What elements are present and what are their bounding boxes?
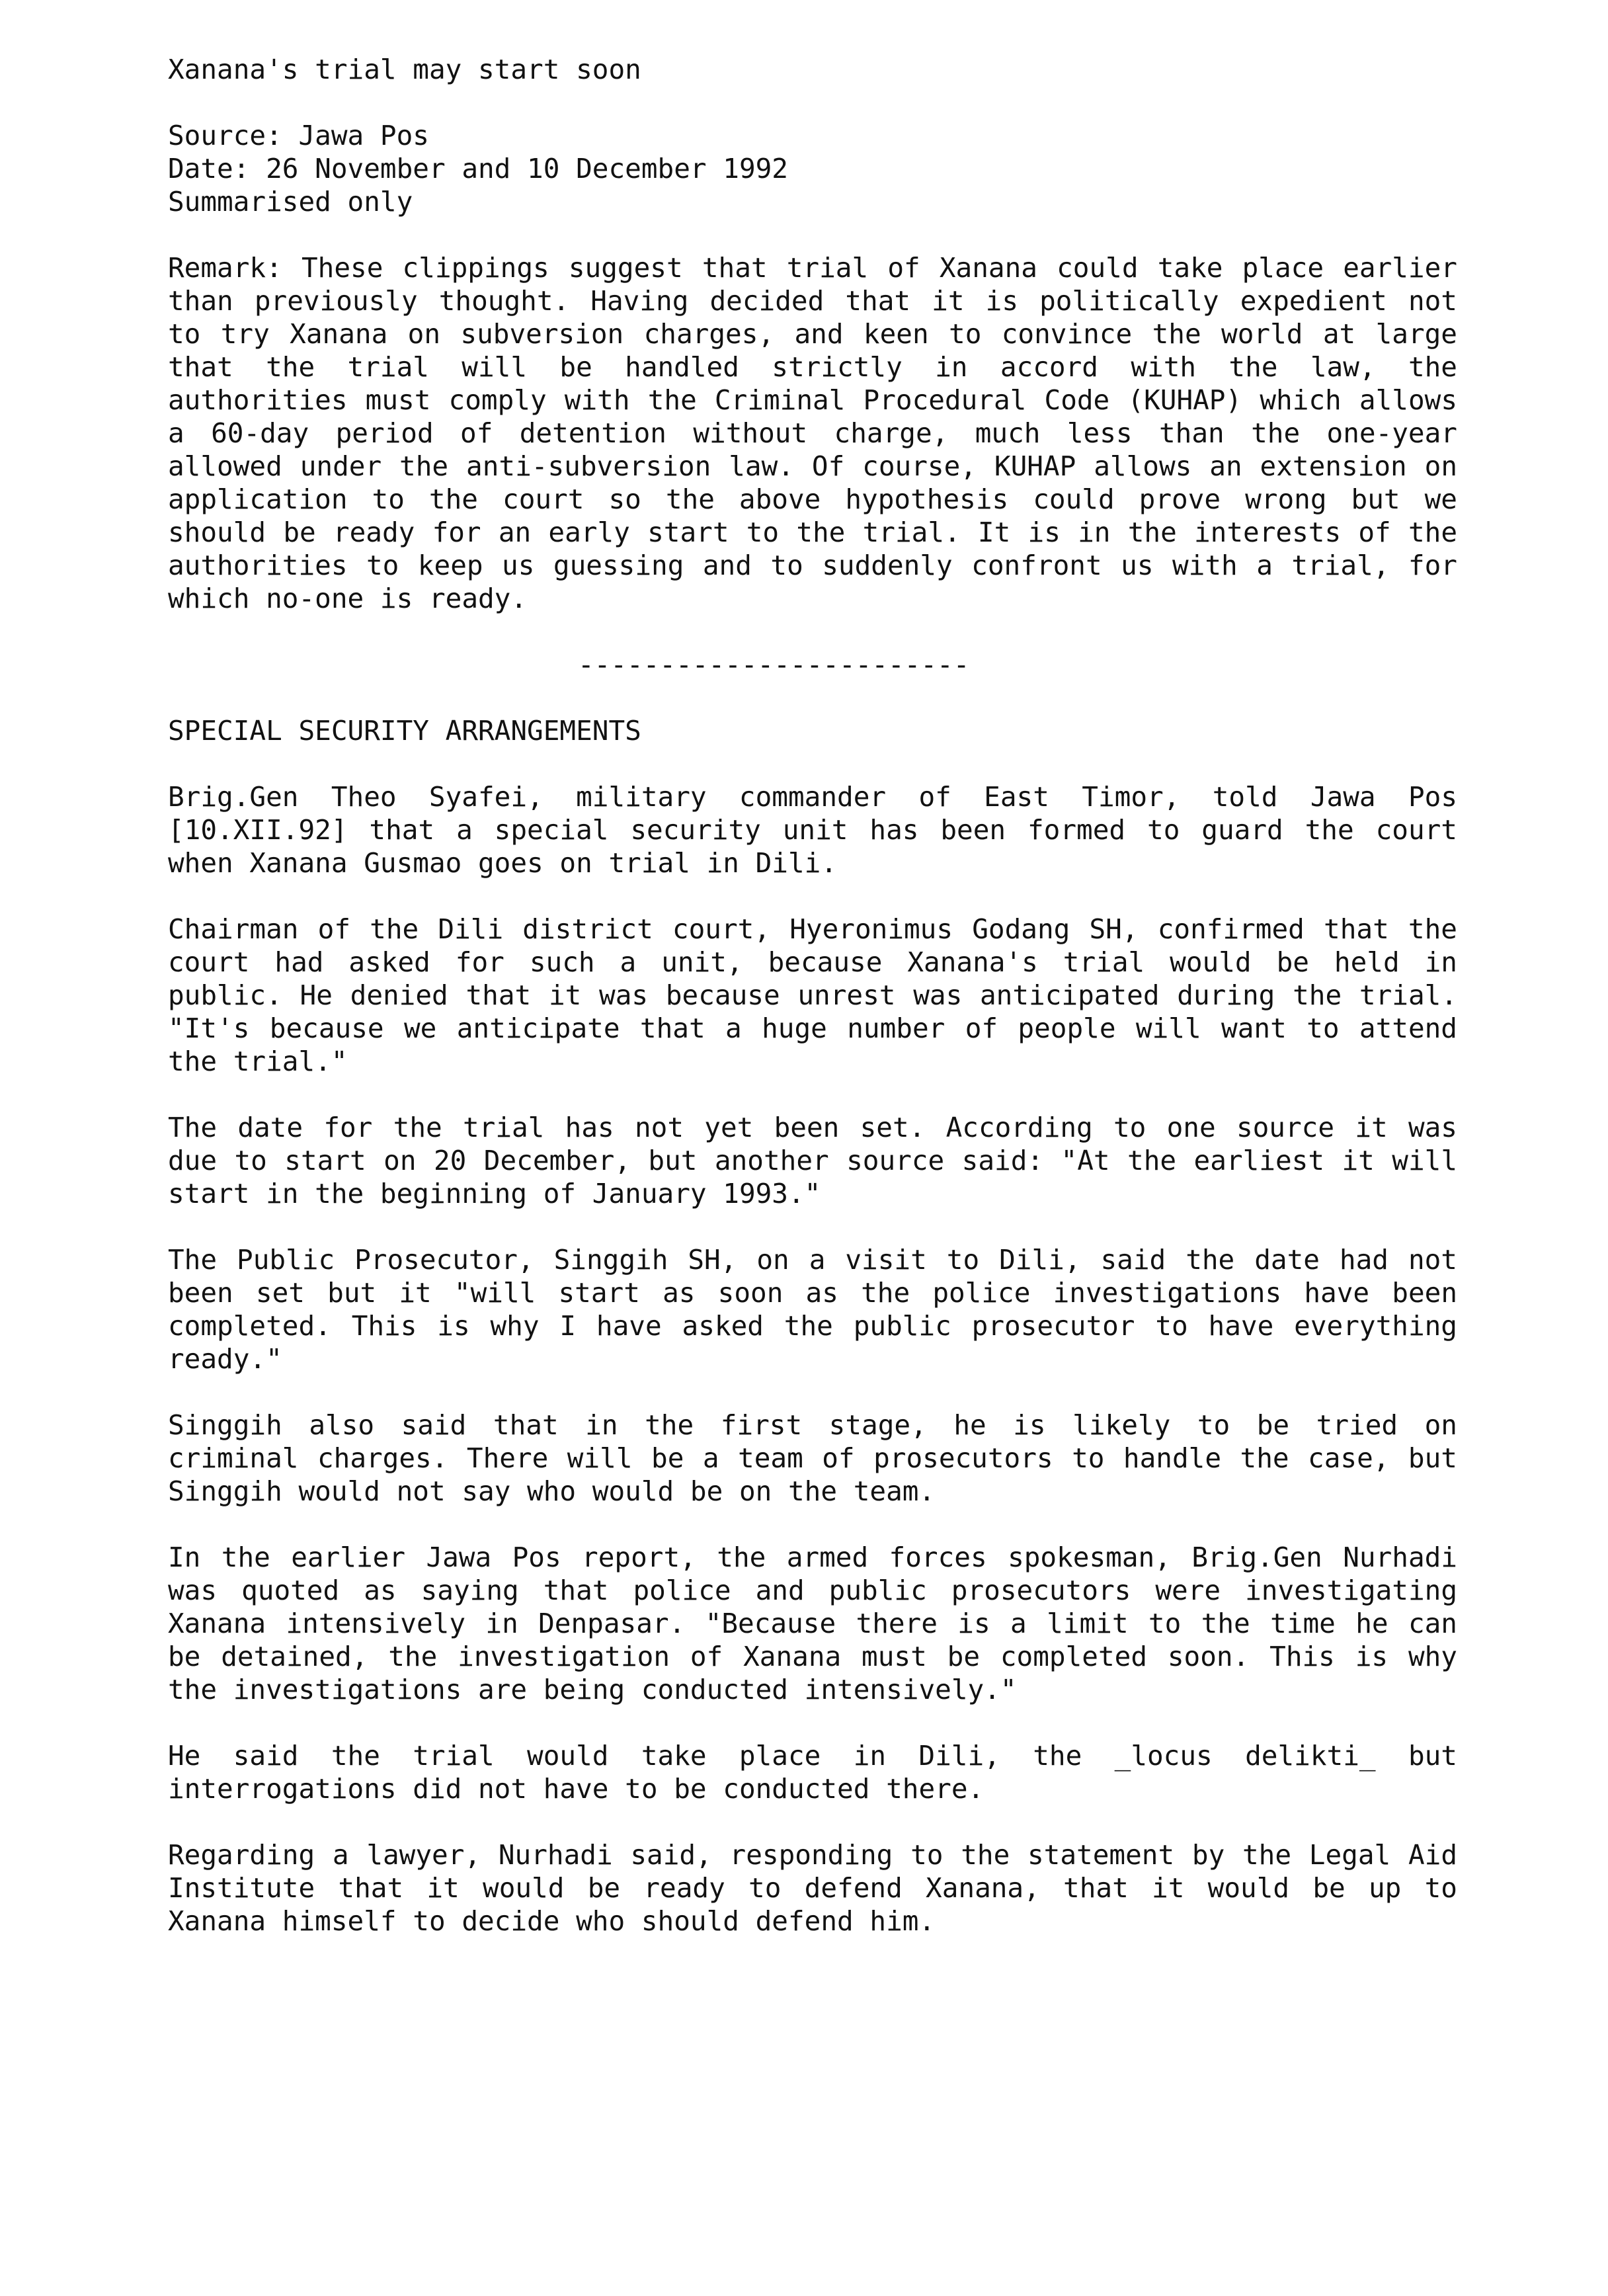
section-heading-block <box>168 714 1457 747</box>
date-line: Date: 26 November and 10 December 1992 <box>168 153 788 184</box>
paragraph-public-prosecutor: The Public Prosecutor, Singgih SH, on a visit to Dili, said the date had not been set but it "will start as soon as the police investigations have been completed. This is why I have asked the public prosecutor to have everything ready." <box>168 1244 1457 1375</box>
summary-note: Summarised only <box>168 186 413 218</box>
paragraph-trial-location: He said the trial would take place in Dili, the _locus delikti_ but interrogations did not have to be conducted there. <box>168 1740 1457 1805</box>
paragraph-lawyer: Regarding a lawyer, Nurhadi said, responding to the statement by the Legal Aid Institute that it would be ready to defend Xanana, that it would be up to Xanana himself to decide who should defend him. <box>168 1839 1457 1937</box>
source-line: Source: Jawa Pos <box>168 120 429 151</box>
section-heading: SPECIAL SECURITY ARRANGEMENTS <box>168 715 641 747</box>
paragraph-criminal-charges: Singgih also said that in the first stage, he is likely to be tried on criminal charges. There will be a team of prosecutors to handle the case, but Singgih would not say who would be on the team. <box>168 1409 1457 1507</box>
paragraph-court-chairman: Chairman of the Dili district court, Hyeronimus Godang SH, confirmed that the court had asked for such a unit, because Xanana's trial would be held in public. He denied that it was because unrest was anticipated during the trial. "It's because we anticipate that a huge number of people will want to attend the trial." <box>168 913 1457 1077</box>
document-title: Xanana's trial may start soon <box>168 54 641 85</box>
document-title-block <box>168 53 1457 86</box>
paragraph-trial-date: The date for the trial has not yet been set. According to one source it was due to start on 20 December, but another source said: "At the earliest it will start in the beginning of January 1993." <box>168 1112 1457 1210</box>
source-metadata <box>168 119 1457 218</box>
paragraph-earlier-report: In the earlier Jawa Pos report, the armed forces spokesman, Brig.Gen Nurhadi was quoted as saying that police and public prosecutors were investigating Xanana intensively in Denpasar. "Because there is a limit to the time he can be detained, the investigation of Xanana must be completed soon. This is why the investigations are being conducted intensively." <box>168 1541 1457 1705</box>
document-page <box>168 53 1457 1971</box>
section-divider: ------------------------ <box>578 649 970 680</box>
paragraph-security-unit: Brig.Gen Theo Syafei, military commander of East Timor, told Jawa Pos [10.XII.92] that a special security unit has been formed to guard the court when Xanana Gusmao goes on trial in Dili. <box>168 781 1457 879</box>
remark-paragraph: Remark: These clippings suggest that trial of Xanana could take place earlier than previously thought. Having decided that it is politically expedient not to try Xanana on subversion charges, and keen to convince the world at large that the trial will be handled strictly in accord with the law, the authorities must comply with the Criminal Procedural Code (KUHAP) which allows a 60-day period of detention without charge, much less than the one-year allowed under the anti-subversion law. Of course, KUHAP allows an extension on application to the court so the above hypothesis could prove wrong but we should be ready for an early start to the trial. It is in the interests of the authorities to keep us guessing and to suddenly confront us with a trial, for which no-one is ready. <box>168 252 1457 614</box>
